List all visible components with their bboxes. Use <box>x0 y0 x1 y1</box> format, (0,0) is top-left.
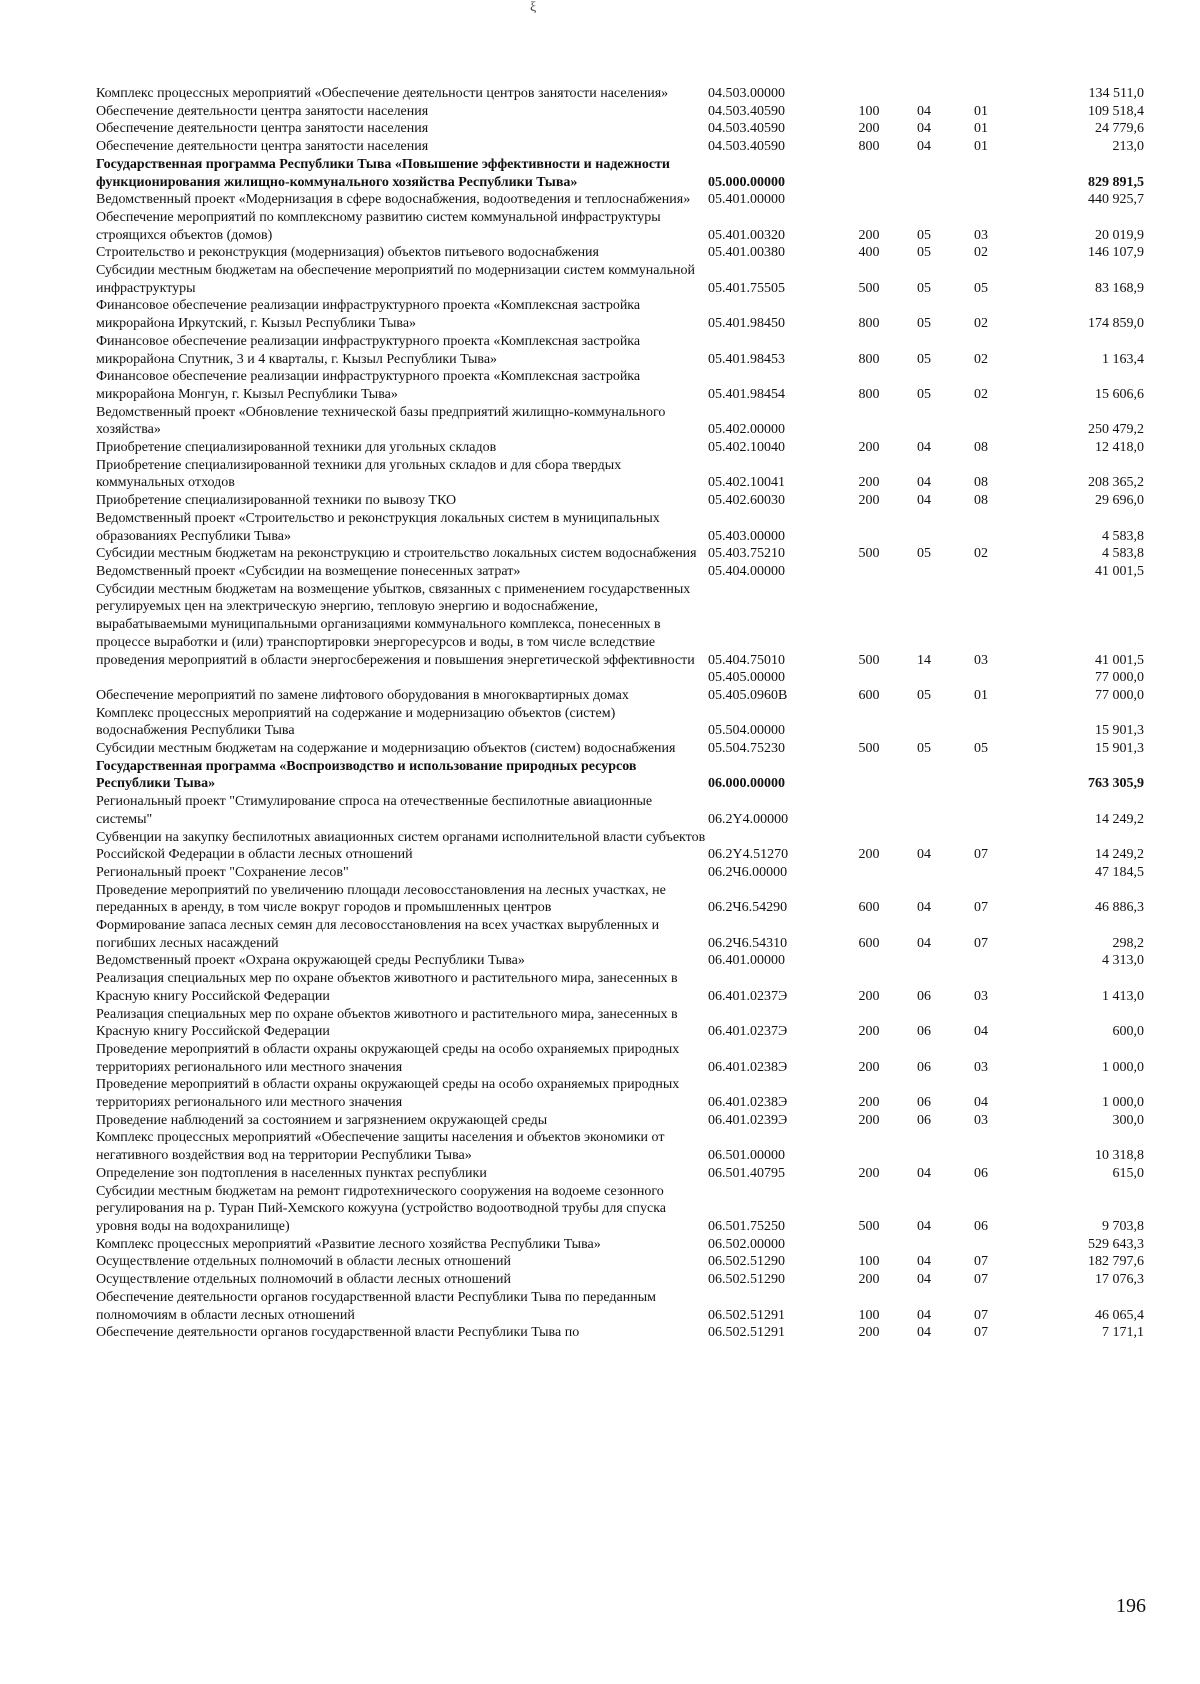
row-amount: 12 418,0 <box>1095 440 1144 456</box>
row-subsection: 01 <box>974 103 988 119</box>
row-amount: 29 696,0 <box>1095 493 1144 509</box>
row-amount: 41 001,5 <box>1095 652 1144 668</box>
table-row <box>96 669 1148 687</box>
row-subsection: 02 <box>974 316 988 332</box>
row-name: Субсидии местным бюджетам на возмещение убытков, связанных с применением государственных регулируемых цен на электрическую энергию, тепловую энергию и водоснабжение, вырабатываемыми муниципальными организациями коммунального комплекса, понесенных в процессе выработки и (или) транспортировки энергоресурсов и воды, в том числе вследствие проведения мероприятий в области энергосбережения и повышения энергетической эффективности <box>96 581 695 668</box>
table-row <box>96 829 1148 864</box>
row-code: 06.502.51291 <box>708 1307 785 1323</box>
row-name: Финансовое обеспечение реализации инфраструктурного проекта «Комплексная застройка микрорайона Спутник, 3 и 4 кварталы, г. Кызыл Республики Тыва» <box>96 333 641 367</box>
row-expense-type: 200 <box>858 1112 880 1128</box>
row-name: Обеспечение мероприятий по замене лифтового оборудования в многоквартирных домах <box>96 687 629 703</box>
table-row <box>96 510 1148 545</box>
row-section: 05 <box>917 546 931 562</box>
row-code: 05.403.75210 <box>708 546 785 562</box>
row-amount: 829 891,5 <box>1088 174 1144 190</box>
row-amount: 77 000,0 <box>1095 670 1144 686</box>
row-name: Субсидии местным бюджетам на ремонт гидротехнического сооружения на водоеме сезонного регулирования на р. Туран Пий-Хемского кожууна (устройство водоотводной трубы для спуска уровня воды на водохранилище) <box>96 1183 667 1234</box>
table-row <box>96 297 1148 332</box>
row-expense-type: 200 <box>858 1272 880 1288</box>
row-subsection: 03 <box>974 1112 988 1128</box>
row-subsection: 02 <box>974 245 988 261</box>
row-code: 06.2Y4.00000 <box>708 811 789 827</box>
row-expense-type: 500 <box>858 546 880 562</box>
row-code: 05.403.00000 <box>708 528 785 544</box>
table-row <box>96 368 1148 403</box>
row-code: 05.504.00000 <box>708 723 785 739</box>
table-row <box>96 1112 1148 1130</box>
row-amount: 1 163,4 <box>1102 351 1144 367</box>
row-amount: 14 249,2 <box>1095 847 1144 863</box>
row-amount: 41 001,5 <box>1095 563 1144 579</box>
table-row <box>96 1289 1148 1324</box>
row-code: 04.503.00000 <box>708 86 785 101</box>
row-name: Обеспечение деятельности органов государственной власти Республики Тыва по <box>96 1325 580 1341</box>
table-row <box>96 156 1148 191</box>
row-name: Финансовое обеспечение реализации инфраструктурного проекта «Комплексная застройка микрорайона Иркутский, г. Кызыл Республики Тыва» <box>96 298 641 332</box>
row-code: 05.401.98453 <box>708 351 785 367</box>
row-name: Приобретение специализированной техники для угольных складов и для сбора твердых коммунальных отходов <box>96 457 622 491</box>
row-subsection: 04 <box>974 1024 988 1040</box>
row-subsection: 03 <box>974 652 988 668</box>
row-amount: 300,0 <box>1112 1112 1144 1128</box>
row-section: 04 <box>917 1325 931 1341</box>
row-expense-type: 200 <box>858 847 880 863</box>
row-name: Финансовое обеспечение реализации инфраструктурного проекта «Комплексная застройка микрорайона Монгун, г. Кызыл Республики Тыва» <box>96 369 641 402</box>
row-code: 06.401.0238Э <box>708 1095 788 1111</box>
row-code: 06.502.00000 <box>708 1236 785 1252</box>
row-amount: 9 703,8 <box>1102 1219 1144 1234</box>
row-amount: 47 184,5 <box>1095 864 1144 880</box>
table-row <box>96 563 1148 581</box>
row-expense-type: 100 <box>858 1307 880 1323</box>
table-row <box>96 864 1148 882</box>
row-section: 06 <box>917 1095 931 1111</box>
row-name: Обеспечение деятельности центра занятости населения <box>96 103 429 119</box>
row-subsection: 01 <box>974 139 988 155</box>
row-code: 05.402.60030 <box>708 493 785 509</box>
row-section: 04 <box>917 900 931 916</box>
table-row <box>96 952 1148 970</box>
row-name: Осуществление отдельных полномочий в области лесных отношений <box>96 1272 512 1288</box>
row-expense-type: 200 <box>858 1325 880 1341</box>
row-section: 14 <box>917 652 931 668</box>
row-name: Государственная программа «Воспроизводство и использование природных ресурсов Республики Тыва» <box>96 758 637 792</box>
row-name: Комплекс процессных мероприятий на содержание и модернизацию объектов (систем) водоснабжения Республики Тыва <box>96 705 616 739</box>
row-name: Обеспечение мероприятий по комплексному развитию систем коммунальной инфраструктуры строящихся объектов (домов) <box>96 209 661 243</box>
row-section: 04 <box>917 139 931 155</box>
row-section: 05 <box>917 227 931 243</box>
row-subsection: 07 <box>974 900 988 916</box>
row-expense-type: 800 <box>858 316 880 332</box>
row-name: Строительство и реконструкция (модернизация) объектов питьевого водоснабжения <box>96 245 599 261</box>
row-subsection: 04 <box>974 1095 988 1111</box>
row-subsection: 01 <box>974 687 988 703</box>
row-name: Ведомственный проект «Охрана окружающей среды Республики Тыва» <box>96 953 525 969</box>
table-row <box>96 120 1148 138</box>
row-code: 06.501.40795 <box>708 1165 785 1181</box>
row-subsection: 08 <box>974 493 988 509</box>
table-row <box>96 1253 1148 1271</box>
row-subsection: 05 <box>974 741 988 757</box>
row-subsection: 02 <box>974 386 988 402</box>
row-code: 06.401.0237Э <box>708 988 788 1004</box>
row-amount: 83 168,9 <box>1095 280 1144 296</box>
row-amount: 4 583,8 <box>1102 528 1144 544</box>
row-amount: 17 076,3 <box>1095 1272 1144 1288</box>
row-section: 05 <box>917 687 931 703</box>
table-row <box>96 457 1148 492</box>
row-code: 06.501.75250 <box>708 1219 785 1234</box>
table-row <box>96 970 1148 1005</box>
row-section: 05 <box>917 741 931 757</box>
row-name: Приобретение специализированной техники для угольных складов <box>96 440 497 456</box>
row-amount: 109 518,4 <box>1088 103 1144 119</box>
row-name: Региональный проект "Стимулирование спроса на отечественные беспилотные авиационные системы" <box>96 794 653 827</box>
row-subsection: 07 <box>974 935 988 951</box>
row-code: 05.404.00000 <box>708 563 785 579</box>
row-code: 05.401.00000 <box>708 192 785 208</box>
row-amount: 174 859,0 <box>1088 316 1144 332</box>
row-subsection: 07 <box>974 1325 988 1341</box>
budget-table <box>96 85 1148 1342</box>
row-code: 05.401.00380 <box>708 245 785 261</box>
row-subsection: 08 <box>974 475 988 491</box>
row-amount: 146 107,9 <box>1088 245 1144 261</box>
row-expense-type: 800 <box>858 351 880 367</box>
row-expense-type: 800 <box>858 139 880 155</box>
row-subsection: 08 <box>974 440 988 456</box>
row-code: 06.401.0237Э <box>708 1024 788 1040</box>
row-expense-type: 500 <box>858 741 880 757</box>
row-code: 05.405.0960В <box>708 687 788 703</box>
row-amount: 182 797,6 <box>1088 1254 1144 1270</box>
row-name: Региональный проект "Сохранение лесов" <box>96 864 349 880</box>
row-expense-type: 200 <box>858 493 880 509</box>
row-code: 05.401.00320 <box>708 227 785 243</box>
row-amount: 615,0 <box>1112 1165 1144 1181</box>
row-subsection: 03 <box>974 1059 988 1075</box>
row-subsection: 06 <box>974 1219 988 1234</box>
row-code: 04.503.40590 <box>708 103 785 119</box>
page-number: 196 <box>1116 1595 1146 1617</box>
row-subsection: 02 <box>974 546 988 562</box>
row-name: Проведение наблюдений за состоянием и загрязнением окружающей среды <box>96 1112 548 1128</box>
row-amount: 10 318,8 <box>1095 1148 1144 1164</box>
row-section: 04 <box>917 847 931 863</box>
row-code: 06.502.51291 <box>708 1325 785 1341</box>
row-subsection: 07 <box>974 847 988 863</box>
row-expense-type: 500 <box>858 1219 880 1234</box>
row-code: 05.401.98450 <box>708 316 785 332</box>
table-row <box>96 1041 1148 1076</box>
row-subsection: 05 <box>974 280 988 296</box>
row-subsection: 07 <box>974 1254 988 1270</box>
row-expense-type: 200 <box>858 440 880 456</box>
row-section: 05 <box>917 316 931 332</box>
row-amount: 440 925,7 <box>1088 192 1144 208</box>
row-expense-type: 600 <box>858 900 880 916</box>
row-expense-type: 100 <box>858 103 880 119</box>
header-mark: ξ <box>530 0 537 15</box>
row-code: 06.401.00000 <box>708 953 785 969</box>
row-amount: 600,0 <box>1112 1024 1144 1040</box>
row-name: Субсидии местным бюджетам на обеспечение мероприятий по модернизации систем коммунальной инфраструктуры <box>96 263 695 296</box>
row-amount: 24 779,6 <box>1095 121 1144 137</box>
row-code: 05.000.00000 <box>708 174 785 190</box>
row-expense-type: 200 <box>858 1165 880 1181</box>
row-code: 06.2Ч6.54310 <box>708 935 788 951</box>
table-row <box>96 492 1148 510</box>
row-name: Проведение мероприятий в области охраны окружающей среды на особо охраняемых природных территориях регионального или местного значения <box>96 1077 680 1111</box>
row-expense-type: 500 <box>858 652 880 668</box>
row-name: Формирование запаса лесных семян для лесовосстановления на всех участках вырубленных и погибших лесных насаждений <box>96 918 660 951</box>
table-row <box>96 1236 1148 1254</box>
table-row <box>96 209 1148 244</box>
row-amount: 134 511,0 <box>1088 86 1144 101</box>
row-section: 04 <box>917 1307 931 1323</box>
row-name: Комплекс процессных мероприятий «Развитие лесного хозяйства Республики Тыва» <box>96 1236 601 1252</box>
row-subsection: 03 <box>974 988 988 1004</box>
row-amount: 250 479,2 <box>1088 422 1144 438</box>
row-code: 05.401.75505 <box>708 280 785 296</box>
row-code: 05.402.10041 <box>708 475 785 491</box>
row-amount: 46 065,4 <box>1095 1307 1144 1323</box>
table-row <box>96 191 1148 209</box>
row-section: 04 <box>917 121 931 137</box>
table-row <box>96 545 1148 563</box>
table-row <box>96 439 1148 457</box>
table-row <box>96 85 1148 103</box>
table-row <box>96 1076 1148 1111</box>
row-expense-type: 200 <box>858 475 880 491</box>
row-section: 04 <box>917 103 931 119</box>
row-name: Комплекс процессных мероприятий «Обеспечение защиты населения и объектов экономики от негативного воздействия вод на территории Республики Тыва» <box>96 1130 665 1164</box>
row-section: 04 <box>917 1272 931 1288</box>
table-row <box>96 103 1148 121</box>
row-section: 06 <box>917 988 931 1004</box>
row-amount: 15 901,3 <box>1095 741 1144 757</box>
table-row <box>96 758 1148 793</box>
row-name: Ведомственный проект «Субсидии на возмещение понесенных затрат» <box>96 563 521 579</box>
table-row <box>96 333 1148 368</box>
row-code: 06.401.0239Э <box>708 1112 788 1128</box>
table-row <box>96 262 1148 297</box>
table-row <box>96 793 1148 828</box>
row-name: Осуществление отдельных полномочий в области лесных отношений <box>96 1254 512 1270</box>
row-expense-type: 500 <box>858 280 880 296</box>
table-row <box>96 917 1148 952</box>
table-row <box>96 1183 1148 1236</box>
row-code: 06.501.00000 <box>708 1148 785 1164</box>
row-section: 05 <box>917 280 931 296</box>
row-expense-type: 200 <box>858 121 880 137</box>
row-name: Комплекс процессных мероприятий «Обеспечение деятельности центров занятости населения» <box>96 86 669 101</box>
row-name: Ведомственный проект «Строительство и реконструкция локальных систем в муниципальных образованиях Республики Тыва» <box>96 510 660 544</box>
row-amount: 77 000,0 <box>1095 687 1144 703</box>
row-expense-type: 800 <box>858 386 880 402</box>
row-name: Государственная программа Республики Тыва «Повышение эффективности и надежности функционирования жилищно-коммунального хозяйства Республики Тыва» <box>96 156 670 190</box>
row-name: Субсидии местным бюджетам на содержание и модернизацию объектов (систем) водоснабжения <box>96 741 676 757</box>
row-expense-type: 200 <box>858 1059 880 1075</box>
row-name: Субвенции на закупку беспилотных авиационных систем органами исполнительной власти субъектов Российской Федерации в области лесных отношений <box>96 829 706 863</box>
row-name: Обеспечение деятельности центра занятости населения <box>96 139 429 155</box>
row-amount: 4 313,0 <box>1102 953 1144 969</box>
table-row <box>96 705 1148 740</box>
row-expense-type: 200 <box>858 1095 880 1111</box>
row-section: 05 <box>917 245 931 261</box>
row-section: 04 <box>917 493 931 509</box>
row-section: 06 <box>917 1059 931 1075</box>
table-row <box>96 1271 1148 1289</box>
row-amount: 208 365,2 <box>1088 475 1144 491</box>
row-amount: 213,0 <box>1112 139 1144 155</box>
row-section: 04 <box>917 1254 931 1270</box>
table-row <box>96 244 1148 262</box>
row-amount: 1 000,0 <box>1102 1095 1144 1111</box>
table-row <box>96 1165 1148 1183</box>
row-section: 04 <box>917 440 931 456</box>
row-code: 05.401.98454 <box>708 386 785 402</box>
table-row <box>96 1324 1148 1342</box>
row-expense-type: 100 <box>858 1254 880 1270</box>
row-name: Определение зон подтопления в населенных пунктах республики <box>96 1165 487 1181</box>
row-expense-type: 600 <box>858 687 880 703</box>
row-code: 05.402.00000 <box>708 422 785 438</box>
row-amount: 529 643,3 <box>1088 1236 1144 1252</box>
row-code: 06.2Y4.51270 <box>708 847 789 863</box>
row-code: 06.000.00000 <box>708 776 785 792</box>
row-name: Субсидии местным бюджетам на реконструкцию и строительство локальных систем водоснабжения <box>96 546 697 562</box>
row-code: 04.503.40590 <box>708 139 785 155</box>
row-section: 04 <box>917 1165 931 1181</box>
row-amount: 4 583,8 <box>1102 546 1144 562</box>
row-section: 04 <box>917 935 931 951</box>
row-name: Реализация специальных мер по охране объектов животного и растительного мира, занесенных в Красную книгу Российской Федерации <box>96 971 678 1004</box>
row-name: Ведомственный проект «Модернизация в сфере водоснабжения, водоотведения и теплоснабжения» <box>96 192 691 208</box>
row-code: 06.502.51290 <box>708 1254 785 1270</box>
row-name: Реализация специальных мер по охране объектов животного и растительного мира, занесенных в Красную книгу Российской Федерации <box>96 1006 678 1040</box>
table-row <box>96 404 1148 439</box>
row-subsection: 07 <box>974 1272 988 1288</box>
table-row <box>96 687 1148 705</box>
row-expense-type: 200 <box>858 988 880 1004</box>
row-amount: 1 413,0 <box>1102 988 1144 1004</box>
row-name: Обеспечение деятельности центра занятости населения <box>96 121 429 137</box>
row-section: 04 <box>917 475 931 491</box>
row-amount: 20 019,9 <box>1095 227 1144 243</box>
row-subsection: 06 <box>974 1165 988 1181</box>
row-name: Проведение мероприятий в области охраны окружающей среды на особо охраняемых природных территориях регионального или местного значения <box>96 1041 680 1075</box>
row-code: 06.502.51290 <box>708 1272 785 1288</box>
table-row <box>96 740 1148 758</box>
row-section: 05 <box>917 386 931 402</box>
table-row <box>96 1006 1148 1041</box>
table-row <box>96 882 1148 917</box>
row-expense-type: 200 <box>858 1024 880 1040</box>
row-section: 05 <box>917 351 931 367</box>
row-section: 06 <box>917 1112 931 1128</box>
row-code: 05.404.75010 <box>708 652 785 668</box>
table-row <box>96 581 1148 670</box>
row-code: 06.2Ч6.00000 <box>708 864 788 880</box>
row-subsection: 02 <box>974 351 988 367</box>
row-amount: 7 171,1 <box>1102 1325 1144 1341</box>
row-name: Проведение мероприятий по увеличению площади лесовосстановления на лесных участках, не переданных в аренду, в том числе вокруг городов и промышленных центров <box>96 882 666 916</box>
row-code: 06.2Ч6.54290 <box>708 900 788 916</box>
table-row <box>96 138 1148 156</box>
row-section: 04 <box>917 1219 931 1234</box>
row-amount: 46 886,3 <box>1095 900 1144 916</box>
row-code: 05.504.75230 <box>708 741 785 757</box>
row-subsection: 01 <box>974 121 988 137</box>
row-section: 06 <box>917 1024 931 1040</box>
row-code: 05.405.00000 <box>708 670 785 686</box>
row-amount: 298,2 <box>1112 935 1144 951</box>
row-name: Ведомственный проект «Обновление технической базы предприятий жилищно-коммунального хозяйства» <box>96 404 666 438</box>
row-code: 04.503.40590 <box>708 121 785 137</box>
row-code: 06.401.0238Э <box>708 1059 788 1075</box>
row-code: 05.402.10040 <box>708 440 785 456</box>
row-amount: 763 305,9 <box>1088 776 1144 792</box>
row-expense-type: 600 <box>858 935 880 951</box>
row-amount: 1 000,0 <box>1102 1059 1144 1075</box>
row-expense-type: 200 <box>858 227 880 243</box>
row-name: Приобретение специализированной техники по вывозу ТКО <box>96 493 457 509</box>
row-amount: 15 901,3 <box>1095 723 1144 739</box>
row-name: Обеспечение деятельности органов государственной власти Республики Тыва по переданным полномочиям в области лесных отношений <box>96 1289 657 1323</box>
row-subsection: 03 <box>974 227 988 243</box>
row-amount: 14 249,2 <box>1095 811 1144 827</box>
row-expense-type: 400 <box>858 245 880 261</box>
table-row <box>96 1129 1148 1164</box>
row-amount: 15 606,6 <box>1095 386 1144 402</box>
row-subsection: 07 <box>974 1307 988 1323</box>
